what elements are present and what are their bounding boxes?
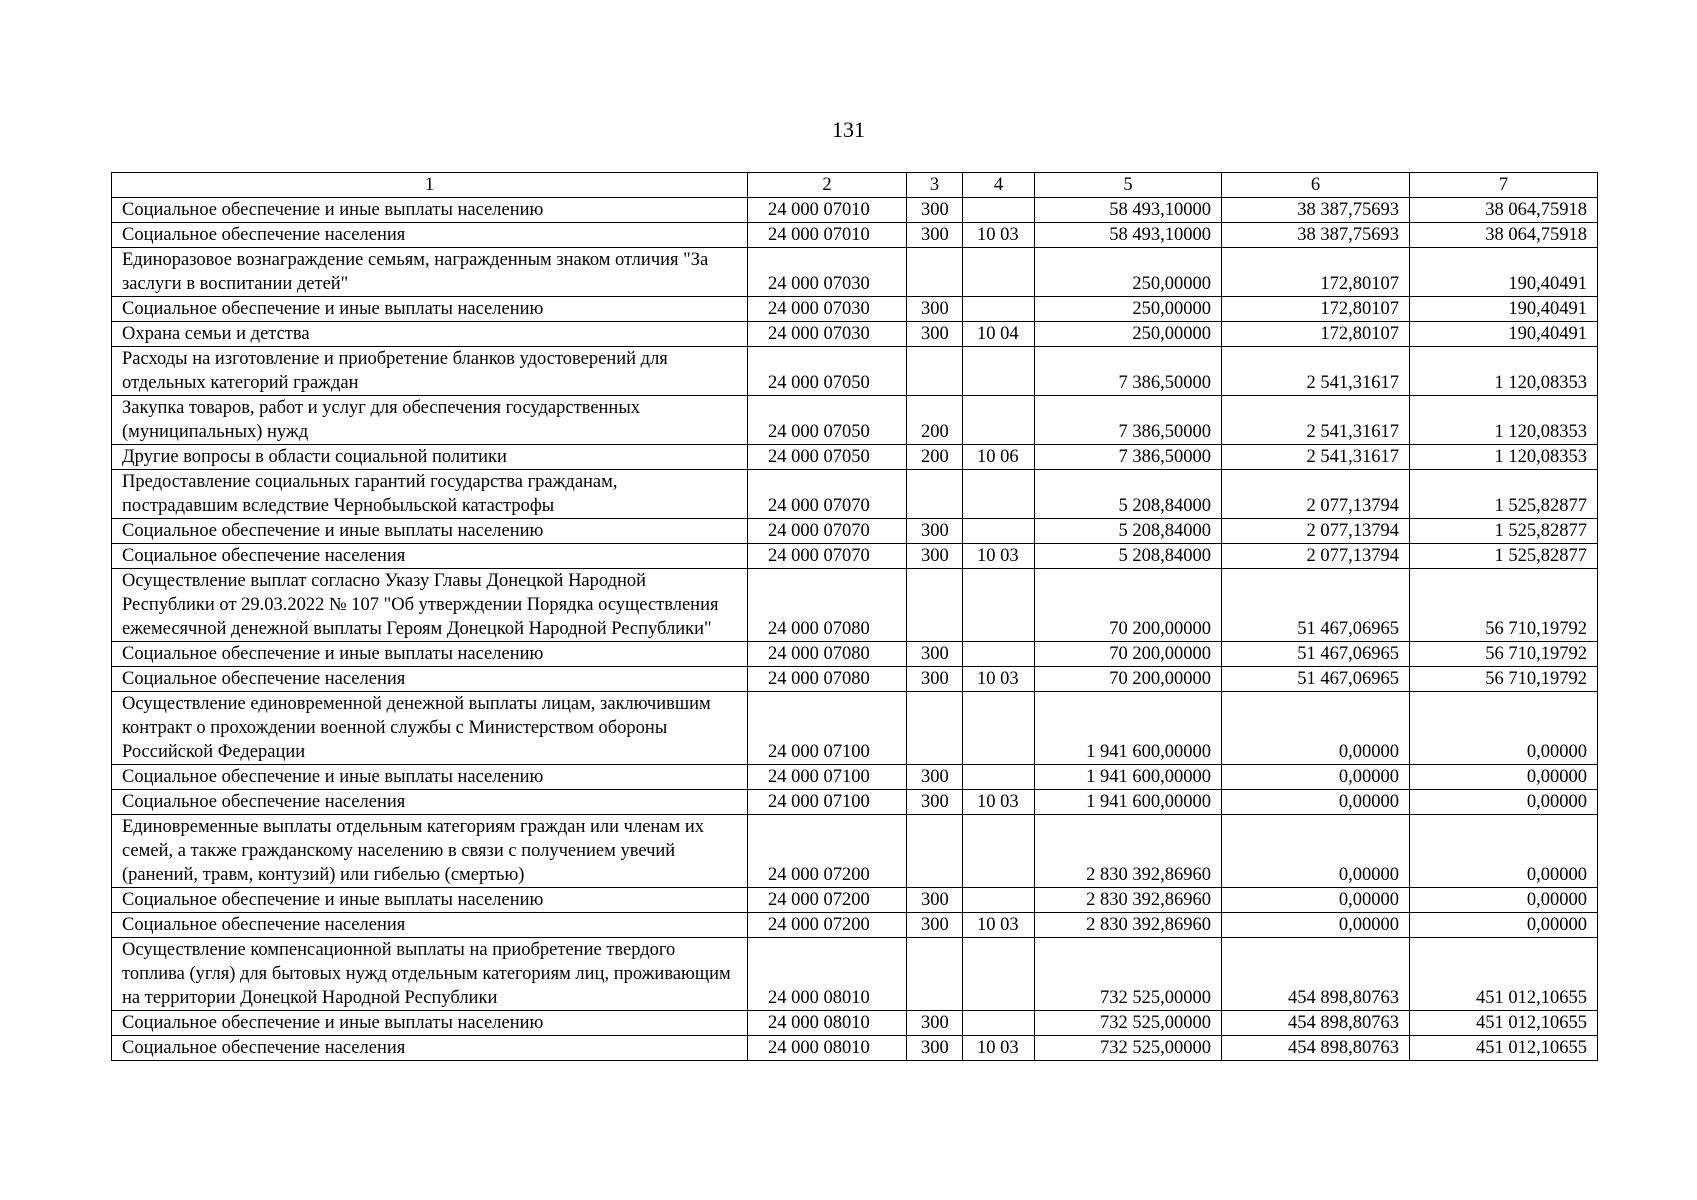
row-amount-col6-cell: 0,00000 (1222, 790, 1410, 815)
row-section-cell (963, 888, 1035, 913)
row-amount-col7-cell: 38 064,75918 (1410, 223, 1598, 248)
column-header: 7 (1410, 173, 1598, 198)
row-name-cell: Социальное обеспечение и иные выплаты населению (112, 888, 748, 913)
row-amount-col5-cell: 70 200,00000 (1035, 667, 1222, 692)
row-amount-col5-cell: 7 386,50000 (1035, 347, 1222, 396)
row-section-cell (963, 815, 1035, 888)
row-amount-col7-cell: 1 120,08353 (1410, 347, 1598, 396)
row-name-cell: Социальное обеспечение населения (112, 223, 748, 248)
row-section-cell: 10 03 (963, 790, 1035, 815)
row-amount-col6-cell: 38 387,75693 (1222, 223, 1410, 248)
row-amount-col7-cell: 0,00000 (1410, 692, 1598, 765)
row-amount-col7-cell: 56 710,19792 (1410, 667, 1598, 692)
row-section-cell (963, 519, 1035, 544)
row-code-cell: 24 000 07200 (748, 888, 907, 913)
row-expense-type-cell: 200 (907, 445, 963, 470)
row-section-cell (963, 347, 1035, 396)
row-amount-col7-cell: 1 525,82877 (1410, 519, 1598, 544)
row-amount-col7-cell: 451 012,10655 (1410, 1011, 1598, 1036)
row-amount-col6-cell: 51 467,06965 (1222, 667, 1410, 692)
row-code-cell: 24 000 08010 (748, 938, 907, 1011)
column-header: 4 (963, 173, 1035, 198)
row-section-cell: 10 03 (963, 544, 1035, 569)
page-number: 131 (832, 117, 865, 142)
row-code-cell: 24 000 07200 (748, 913, 907, 938)
row-code-cell: 24 000 07070 (748, 544, 907, 569)
table-row (112, 667, 1598, 692)
row-amount-col6-cell: 2 541,31617 (1222, 347, 1410, 396)
row-section-cell: 10 06 (963, 445, 1035, 470)
row-code-cell: 24 000 07050 (748, 396, 907, 445)
row-code-cell: 24 000 07200 (748, 815, 907, 888)
row-amount-col7-cell: 0,00000 (1410, 913, 1598, 938)
row-code-cell: 24 000 07070 (748, 470, 907, 519)
row-code-cell: 24 000 08010 (748, 1011, 907, 1036)
row-amount-col5-cell: 2 830 392,86960 (1035, 815, 1222, 888)
row-amount-col6-cell: 2 077,13794 (1222, 470, 1410, 519)
row-amount-col6-cell: 172,80107 (1222, 248, 1410, 297)
row-expense-type-cell (907, 248, 963, 297)
row-expense-type-cell: 300 (907, 322, 963, 347)
table-row (112, 297, 1598, 322)
row-amount-col5-cell: 2 830 392,86960 (1035, 913, 1222, 938)
budget-table (111, 172, 1598, 1061)
row-amount-col5-cell: 58 493,10000 (1035, 223, 1222, 248)
row-amount-col6-cell: 454 898,80763 (1222, 938, 1410, 1011)
row-code-cell: 24 000 07100 (748, 790, 907, 815)
row-amount-col7-cell: 56 710,19792 (1410, 642, 1598, 667)
row-expense-type-cell: 300 (907, 1011, 963, 1036)
row-amount-col6-cell: 0,00000 (1222, 888, 1410, 913)
row-name-cell: Социальное обеспечение и иные выплаты населению (112, 642, 748, 667)
row-section-cell (963, 470, 1035, 519)
row-name-cell: Единовременные выплаты отдельным категориям граждан или членам их семей, а также гражданскому населению в связи с получением увечий (ранений, травм, контузий) или гибелью (смертью) (112, 815, 748, 888)
row-amount-col6-cell: 51 467,06965 (1222, 642, 1410, 667)
table-row (112, 322, 1598, 347)
column-number-header-row (112, 173, 1598, 198)
row-amount-col5-cell: 5 208,84000 (1035, 470, 1222, 519)
row-amount-col6-cell: 0,00000 (1222, 913, 1410, 938)
row-section-cell (963, 642, 1035, 667)
row-amount-col6-cell: 2 541,31617 (1222, 445, 1410, 470)
row-section-cell (963, 396, 1035, 445)
row-expense-type-cell: 300 (907, 790, 963, 815)
row-section-cell: 10 03 (963, 223, 1035, 248)
row-amount-col6-cell: 0,00000 (1222, 765, 1410, 790)
row-section-cell (963, 248, 1035, 297)
row-expense-type-cell: 300 (907, 544, 963, 569)
row-amount-col7-cell: 38 064,75918 (1410, 198, 1598, 223)
row-name-cell: Закупка товаров, работ и услуг для обеспечения государственных (муниципальных) нужд (112, 396, 748, 445)
row-amount-col7-cell: 451 012,10655 (1410, 1036, 1598, 1061)
row-amount-col6-cell: 2 077,13794 (1222, 544, 1410, 569)
column-header: 1 (112, 173, 748, 198)
row-amount-col7-cell: 0,00000 (1410, 765, 1598, 790)
row-code-cell: 24 000 07030 (748, 322, 907, 347)
table-row (112, 445, 1598, 470)
row-amount-col6-cell: 454 898,80763 (1222, 1011, 1410, 1036)
row-code-cell: 24 000 07080 (748, 642, 907, 667)
row-name-cell: Социальное обеспечение и иные выплаты населению (112, 198, 748, 223)
row-section-cell: 10 03 (963, 1036, 1035, 1061)
row-amount-col6-cell: 2 077,13794 (1222, 519, 1410, 544)
row-name-cell: Осуществление компенсационной выплаты на приобретение твердого топлива (угля) для бытовых нужд отдельным категориям лиц, проживающим на территории Донецкой Народной Республики (112, 938, 748, 1011)
row-expense-type-cell (907, 569, 963, 642)
row-amount-col6-cell: 172,80107 (1222, 297, 1410, 322)
row-amount-col5-cell: 5 208,84000 (1035, 519, 1222, 544)
row-code-cell: 24 000 07030 (748, 248, 907, 297)
row-code-cell: 24 000 07010 (748, 198, 907, 223)
table-row (112, 470, 1598, 519)
row-amount-col6-cell: 0,00000 (1222, 692, 1410, 765)
row-name-cell: Социальное обеспечение и иные выплаты населению (112, 297, 748, 322)
row-name-cell: Социальное обеспечение населения (112, 544, 748, 569)
row-amount-col5-cell: 250,00000 (1035, 297, 1222, 322)
row-section-cell (963, 1011, 1035, 1036)
row-section-cell (963, 765, 1035, 790)
row-amount-col7-cell: 190,40491 (1410, 248, 1598, 297)
table-row (112, 642, 1598, 667)
row-amount-col5-cell: 732 525,00000 (1035, 938, 1222, 1011)
row-amount-col5-cell: 7 386,50000 (1035, 445, 1222, 470)
row-name-cell: Охрана семьи и детства (112, 322, 748, 347)
row-name-cell: Социальное обеспечение населения (112, 913, 748, 938)
table-row (112, 913, 1598, 938)
row-code-cell: 24 000 07050 (748, 347, 907, 396)
row-amount-col7-cell: 190,40491 (1410, 297, 1598, 322)
row-amount-col7-cell: 1 525,82877 (1410, 544, 1598, 569)
row-section-cell (963, 198, 1035, 223)
row-section-cell (963, 938, 1035, 1011)
row-expense-type-cell: 300 (907, 765, 963, 790)
row-amount-col5-cell: 1 941 600,00000 (1035, 765, 1222, 790)
row-amount-col5-cell: 1 941 600,00000 (1035, 790, 1222, 815)
row-amount-col5-cell: 250,00000 (1035, 322, 1222, 347)
table-row (112, 938, 1598, 1011)
row-amount-col6-cell: 0,00000 (1222, 815, 1410, 888)
row-section-cell: 10 03 (963, 913, 1035, 938)
row-amount-col6-cell: 172,80107 (1222, 322, 1410, 347)
table-row (112, 223, 1598, 248)
row-name-cell: Другие вопросы в области социальной политики (112, 445, 748, 470)
row-code-cell: 24 000 07100 (748, 692, 907, 765)
table-row (112, 815, 1598, 888)
row-name-cell: Единоразовое вознаграждение семьям, награжденным знаком отличия "За заслуги в воспитании детей" (112, 248, 748, 297)
row-code-cell: 24 000 07030 (748, 297, 907, 322)
column-header: 3 (907, 173, 963, 198)
row-amount-col7-cell: 0,00000 (1410, 790, 1598, 815)
row-expense-type-cell: 300 (907, 913, 963, 938)
row-expense-type-cell: 300 (907, 667, 963, 692)
table-row (112, 347, 1598, 396)
row-name-cell: Социальное обеспечение и иные выплаты населению (112, 519, 748, 544)
row-name-cell: Предоставление социальных гарантий государства гражданам, пострадавшим вследствие Чернобыльской катастрофы (112, 470, 748, 519)
row-code-cell: 24 000 08010 (748, 1036, 907, 1061)
row-amount-col7-cell: 1 120,08353 (1410, 396, 1598, 445)
row-name-cell: Социальное обеспечение населения (112, 790, 748, 815)
row-amount-col5-cell: 58 493,10000 (1035, 198, 1222, 223)
row-amount-col5-cell: 7 386,50000 (1035, 396, 1222, 445)
row-code-cell: 24 000 07070 (748, 519, 907, 544)
row-amount-col6-cell: 2 541,31617 (1222, 396, 1410, 445)
row-code-cell: 24 000 07100 (748, 765, 907, 790)
table-row (112, 1011, 1598, 1036)
row-section-cell: 10 04 (963, 322, 1035, 347)
row-amount-col7-cell: 190,40491 (1410, 322, 1598, 347)
row-section-cell (963, 297, 1035, 322)
row-amount-col5-cell: 1 941 600,00000 (1035, 692, 1222, 765)
row-amount-col7-cell: 56 710,19792 (1410, 569, 1598, 642)
row-expense-type-cell (907, 470, 963, 519)
row-amount-col7-cell: 0,00000 (1410, 815, 1598, 888)
row-amount-col5-cell: 70 200,00000 (1035, 642, 1222, 667)
row-amount-col5-cell: 732 525,00000 (1035, 1011, 1222, 1036)
row-amount-col7-cell: 1 120,08353 (1410, 445, 1598, 470)
row-amount-col7-cell: 1 525,82877 (1410, 470, 1598, 519)
row-expense-type-cell (907, 347, 963, 396)
row-amount-col5-cell: 5 208,84000 (1035, 544, 1222, 569)
row-expense-type-cell (907, 938, 963, 1011)
table-row (112, 519, 1598, 544)
row-amount-col5-cell: 250,00000 (1035, 248, 1222, 297)
row-expense-type-cell: 300 (907, 642, 963, 667)
table-body (112, 198, 1598, 1061)
table-row (112, 692, 1598, 765)
table-row (112, 396, 1598, 445)
row-section-cell: 10 03 (963, 667, 1035, 692)
row-code-cell: 24 000 07080 (748, 569, 907, 642)
row-amount-col5-cell: 70 200,00000 (1035, 569, 1222, 642)
row-expense-type-cell: 300 (907, 1036, 963, 1061)
row-section-cell (963, 569, 1035, 642)
row-expense-type-cell: 300 (907, 297, 963, 322)
row-expense-type-cell (907, 815, 963, 888)
row-section-cell (963, 692, 1035, 765)
table-row (112, 544, 1598, 569)
row-code-cell: 24 000 07080 (748, 667, 907, 692)
column-header: 5 (1035, 173, 1222, 198)
row-name-cell: Социальное обеспечение населения (112, 1036, 748, 1061)
row-code-cell: 24 000 07050 (748, 445, 907, 470)
table-row (112, 888, 1598, 913)
row-name-cell: Расходы на изготовление и приобретение бланков удостоверений для отдельных категорий граждан (112, 347, 748, 396)
row-amount-col7-cell: 0,00000 (1410, 888, 1598, 913)
column-header: 6 (1222, 173, 1410, 198)
row-expense-type-cell: 200 (907, 396, 963, 445)
row-expense-type-cell (907, 692, 963, 765)
table-row (112, 248, 1598, 297)
table-row (112, 569, 1598, 642)
table-row (112, 790, 1598, 815)
row-amount-col7-cell: 451 012,10655 (1410, 938, 1598, 1011)
column-header: 2 (748, 173, 907, 198)
table-row (112, 198, 1598, 223)
row-expense-type-cell: 300 (907, 198, 963, 223)
row-code-cell: 24 000 07010 (748, 223, 907, 248)
row-amount-col6-cell: 38 387,75693 (1222, 198, 1410, 223)
row-name-cell: Социальное обеспечение и иные выплаты населению (112, 1011, 748, 1036)
row-amount-col6-cell: 51 467,06965 (1222, 569, 1410, 642)
row-amount-col5-cell: 732 525,00000 (1035, 1036, 1222, 1061)
row-amount-col5-cell: 2 830 392,86960 (1035, 888, 1222, 913)
row-name-cell: Осуществление единовременной денежной выплаты лицам, заключившим контракт о прохождении военной службы с Министерством обороны Российской Федерации (112, 692, 748, 765)
row-expense-type-cell: 300 (907, 888, 963, 913)
table-row (112, 765, 1598, 790)
table-row (112, 1036, 1598, 1061)
row-name-cell: Социальное обеспечение населения (112, 667, 748, 692)
row-amount-col6-cell: 454 898,80763 (1222, 1036, 1410, 1061)
row-name-cell: Осуществление выплат согласно Указу Главы Донецкой Народной Республики от 29.03.2022 № 107 "Об утверждении Порядка осуществления ежемесячной денежной выплаты Героям Донецкой Народной Республики" (112, 569, 748, 642)
row-expense-type-cell: 300 (907, 519, 963, 544)
row-expense-type-cell: 300 (907, 223, 963, 248)
row-name-cell: Социальное обеспечение и иные выплаты населению (112, 765, 748, 790)
